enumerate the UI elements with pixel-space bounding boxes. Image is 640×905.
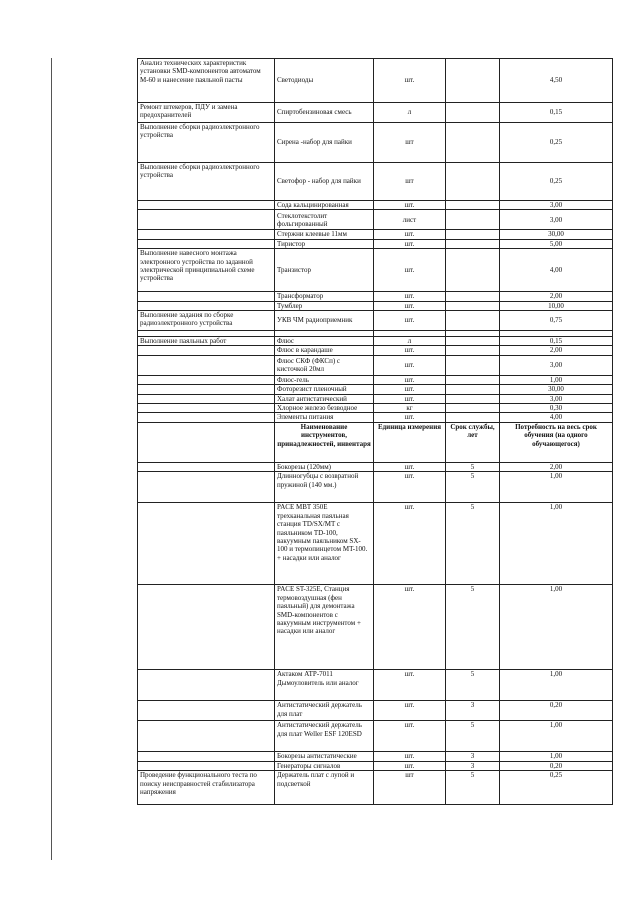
service-life-cell [446,346,500,355]
need-cell: 2,00 [500,292,613,301]
service-life-cell [446,292,500,301]
item-name-cell: Фоторезист пленочный [275,385,374,394]
need-cell: 1,00 [500,503,613,585]
service-life-cell [446,123,500,163]
service-life-cell [446,394,500,403]
service-life-cell [446,59,500,103]
service-life-cell [446,311,500,331]
need-cell: 0,75 [500,311,613,331]
item-name-cell: Флюс СКФ (ФКСп) с кисточкой 20мл [275,355,374,375]
table-row [138,201,613,210]
need-cell: 0,15 [500,337,613,346]
tool-row [138,585,613,670]
equipment-table [137,58,613,805]
need-cell: 0,30 [500,404,613,413]
work-type-cell: Проведение функционального теста по поиску неисправностей стабилизатора напряжения [138,771,275,805]
item-name-cell: Антистатический держатель для плат Weller ESF 120ESD [275,721,374,752]
work-type-cell [138,375,275,384]
need-cell: 1,00 [500,375,613,384]
table-row [138,249,613,292]
table-row [138,292,613,301]
item-name-cell: Трансформатор [275,292,374,301]
item-name-cell: Генераторы сигналов [275,761,374,770]
table-row [138,394,613,403]
unit-cell: шт. [374,346,446,355]
need-cell: 30,00 [500,230,613,239]
need-cell: 4,50 [500,59,613,103]
service-life-cell: 3 [446,752,500,761]
unit-cell: шт [374,771,446,805]
need-cell: 0,25 [500,123,613,163]
page-margin-line [51,58,52,860]
service-life-cell: 5 [446,472,500,503]
service-life-cell [446,163,500,201]
table-row [138,337,613,346]
table-row [138,355,613,375]
unit-cell: шт. [374,670,446,701]
item-name-cell: Светофор - набор для пайки [275,163,374,201]
work-type-cell [138,721,275,752]
need-cell: 3,00 [500,201,613,210]
unit-cell: шт. [374,503,446,585]
service-life-cell: 5 [446,503,500,585]
need-cell: 0,25 [500,771,613,805]
table-row [138,230,613,239]
need-cell: 5,00 [500,239,613,248]
work-type-cell: Ремонт штекеров, ПДУ и замена предохранителей [138,103,275,123]
service-life-cell [446,413,500,422]
work-type-cell [138,752,275,761]
need-cell: 0,20 [500,761,613,770]
work-type-cell: Выполнение сборки радиоэлектронного устройства [138,163,275,201]
work-type-cell: Выполнение сборки радиоэлектронного устройства [138,123,275,163]
need-cell: 2,00 [500,462,613,471]
table-row [138,103,613,123]
work-type-cell [138,701,275,721]
header-name: Наименование инструментов, принадлежностей, инвентаря [275,422,374,462]
need-cell: 10,00 [500,301,613,310]
item-name-cell: Элементы питания [275,413,374,422]
unit-cell: шт. [374,585,446,670]
work-type-cell: Анализ технических характеристик установки SMD-компонентов автоматом М-60 и нанесение паяльной пасты [138,59,275,103]
header-life: Срок службы, лет [446,422,500,462]
need-cell: 0,25 [500,163,613,201]
need-cell: 2,00 [500,346,613,355]
item-name-cell: Стержни клеевые 11мм [275,230,374,239]
unit-cell: шт. [374,292,446,301]
service-life-cell [446,375,500,384]
work-type-cell [138,346,275,355]
need-cell: 30,00 [500,385,613,394]
unit-cell: шт. [374,230,446,239]
need-cell: 1,00 [500,670,613,701]
service-life-cell: 3 [446,761,500,770]
table-row [138,239,613,248]
item-name-cell: Сода кальцинированная [275,201,374,210]
tool-row [138,701,613,721]
need-cell: 1,00 [500,585,613,670]
unit-cell: лист [374,210,446,230]
item-name-cell: Держатель плат с лупой и подсветкой [275,771,374,805]
table-row [138,210,613,230]
work-type-cell: Выполнение задания по сборке радиоэлектронного устройства [138,311,275,331]
work-type-cell [138,462,275,471]
item-name-cell: Тиристор [275,239,374,248]
service-life-cell: 3 [446,701,500,721]
service-life-cell [446,201,500,210]
work-type-cell [138,472,275,503]
item-name-cell: Стеклотекстолит фольгированный [275,210,374,230]
need-cell: 4,00 [500,413,613,422]
unit-cell: л [374,337,446,346]
unit-cell: шт. [374,249,446,292]
work-type-cell [138,761,275,770]
item-name-cell: PACE ST-325E, Станция термовоздушная (фен паяльный) для демонтажа SMD-компонентов с вакуумным инструментом + насадки или аналог [275,585,374,670]
service-life-cell [446,230,500,239]
table-row [138,385,613,394]
item-name-cell: Флюс [275,337,374,346]
table-row [138,163,613,201]
service-life-cell [446,210,500,230]
unit-cell: шт. [374,394,446,403]
table-row [138,413,613,422]
service-life-cell: 5 [446,670,500,701]
unit-cell: шт. [374,59,446,103]
service-life-cell [446,239,500,248]
work-type-cell [138,585,275,670]
unit-cell: кг [374,404,446,413]
table-row [138,375,613,384]
work-type-cell [138,503,275,585]
item-name-cell: Флюс-гель [275,375,374,384]
service-life-cell [446,301,500,310]
service-life-cell: 5 [446,771,500,805]
unit-cell: шт. [374,301,446,310]
table-header-row [138,422,613,462]
item-name-cell: УКВ ЧМ радиоприемник [275,311,374,331]
table-row [138,311,613,331]
tool-row [138,503,613,585]
work-type-cell [138,292,275,301]
service-life-cell: 5 [446,721,500,752]
item-name-cell: Хлорное железо безводное [275,404,374,413]
work-type-cell [138,413,275,422]
unit-cell: шт. [374,201,446,210]
item-name-cell: Актаком АТР-7011 Дымоуловитель или аналог [275,670,374,701]
item-name-cell: Бокорезы антистатические [275,752,374,761]
header-unit: Единица измерения [374,422,446,462]
work-type-cell [138,239,275,248]
unit-cell: шт. [374,472,446,503]
item-name-cell: Транзистор [275,249,374,292]
need-cell: 1,00 [500,472,613,503]
service-life-cell [446,337,500,346]
need-cell: 3,00 [500,210,613,230]
tool-row [138,752,613,761]
need-cell: 0,15 [500,103,613,123]
work-type-cell: Выполнение навесного монтажа электронного устройства по заданной электрической принципиальной схеме устройства [138,249,275,292]
work-type-cell [138,201,275,210]
tool-row [138,462,613,471]
unit-cell: шт [374,123,446,163]
table-row [138,301,613,310]
work-type-cell [138,210,275,230]
service-life-cell [446,404,500,413]
item-name-cell: Бокорезы (120мм) [275,462,374,471]
need-cell: 0,20 [500,701,613,721]
unit-cell: шт. [374,413,446,422]
service-life-cell: 5 [446,585,500,670]
unit-cell: шт. [374,462,446,471]
unit-cell: шт. [374,752,446,761]
work-type-cell: Выполнение паяльных работ [138,337,275,346]
work-type-cell [138,394,275,403]
unit-cell: шт [374,163,446,201]
need-cell: 3,00 [500,355,613,375]
item-name-cell: Тумблер [275,301,374,310]
work-type-cell [138,385,275,394]
work-type-cell [138,301,275,310]
unit-cell: шт. [374,355,446,375]
tool-row [138,771,613,805]
tool-row [138,761,613,770]
service-life-cell [446,385,500,394]
header-need: Потребность на весь срок обучения (на одного обучающегося) [500,422,613,462]
item-name-cell: Антистатический держатель для плат [275,701,374,721]
table-row [138,404,613,413]
item-name-cell: Флюс в карандаше [275,346,374,355]
work-type-cell [138,404,275,413]
table-row [138,59,613,103]
table-row [138,346,613,355]
service-life-cell [446,103,500,123]
unit-cell: шт. [374,239,446,248]
work-type-cell [138,355,275,375]
tool-row [138,721,613,752]
item-name-cell: Длинногубцы с возвратной пружиной (140 мм.) [275,472,374,503]
service-life-cell: 5 [446,462,500,471]
table-row [138,123,613,163]
item-name-cell: Халат антистатический [275,394,374,403]
item-name-cell: Сирена -набор для пайки [275,123,374,163]
unit-cell: шт. [374,385,446,394]
unit-cell: шт. [374,721,446,752]
work-type-cell [138,670,275,701]
unit-cell: л [374,103,446,123]
unit-cell: шт. [374,701,446,721]
unit-cell: шт. [374,761,446,770]
work-type-cell [138,230,275,239]
item-name-cell: Светодиоды [275,59,374,103]
need-cell: 1,00 [500,721,613,752]
tool-row [138,670,613,701]
item-name-cell: Спиртобензиновая смесь [275,103,374,123]
need-cell: 3,00 [500,394,613,403]
need-cell: 4,00 [500,249,613,292]
item-name-cell: PACE MBT 350E трехканальная паяльная станция TD/SX/MT с паяльником TD-100, вакуумным паяльником SX-100 и термопинцетом MT-100. + насадки или аналог [275,503,374,585]
unit-cell: шт. [374,311,446,331]
unit-cell: шт. [374,375,446,384]
tool-row [138,472,613,503]
service-life-cell [446,249,500,292]
header-empty-cell [138,422,275,462]
service-life-cell [446,355,500,375]
need-cell: 1,00 [500,752,613,761]
